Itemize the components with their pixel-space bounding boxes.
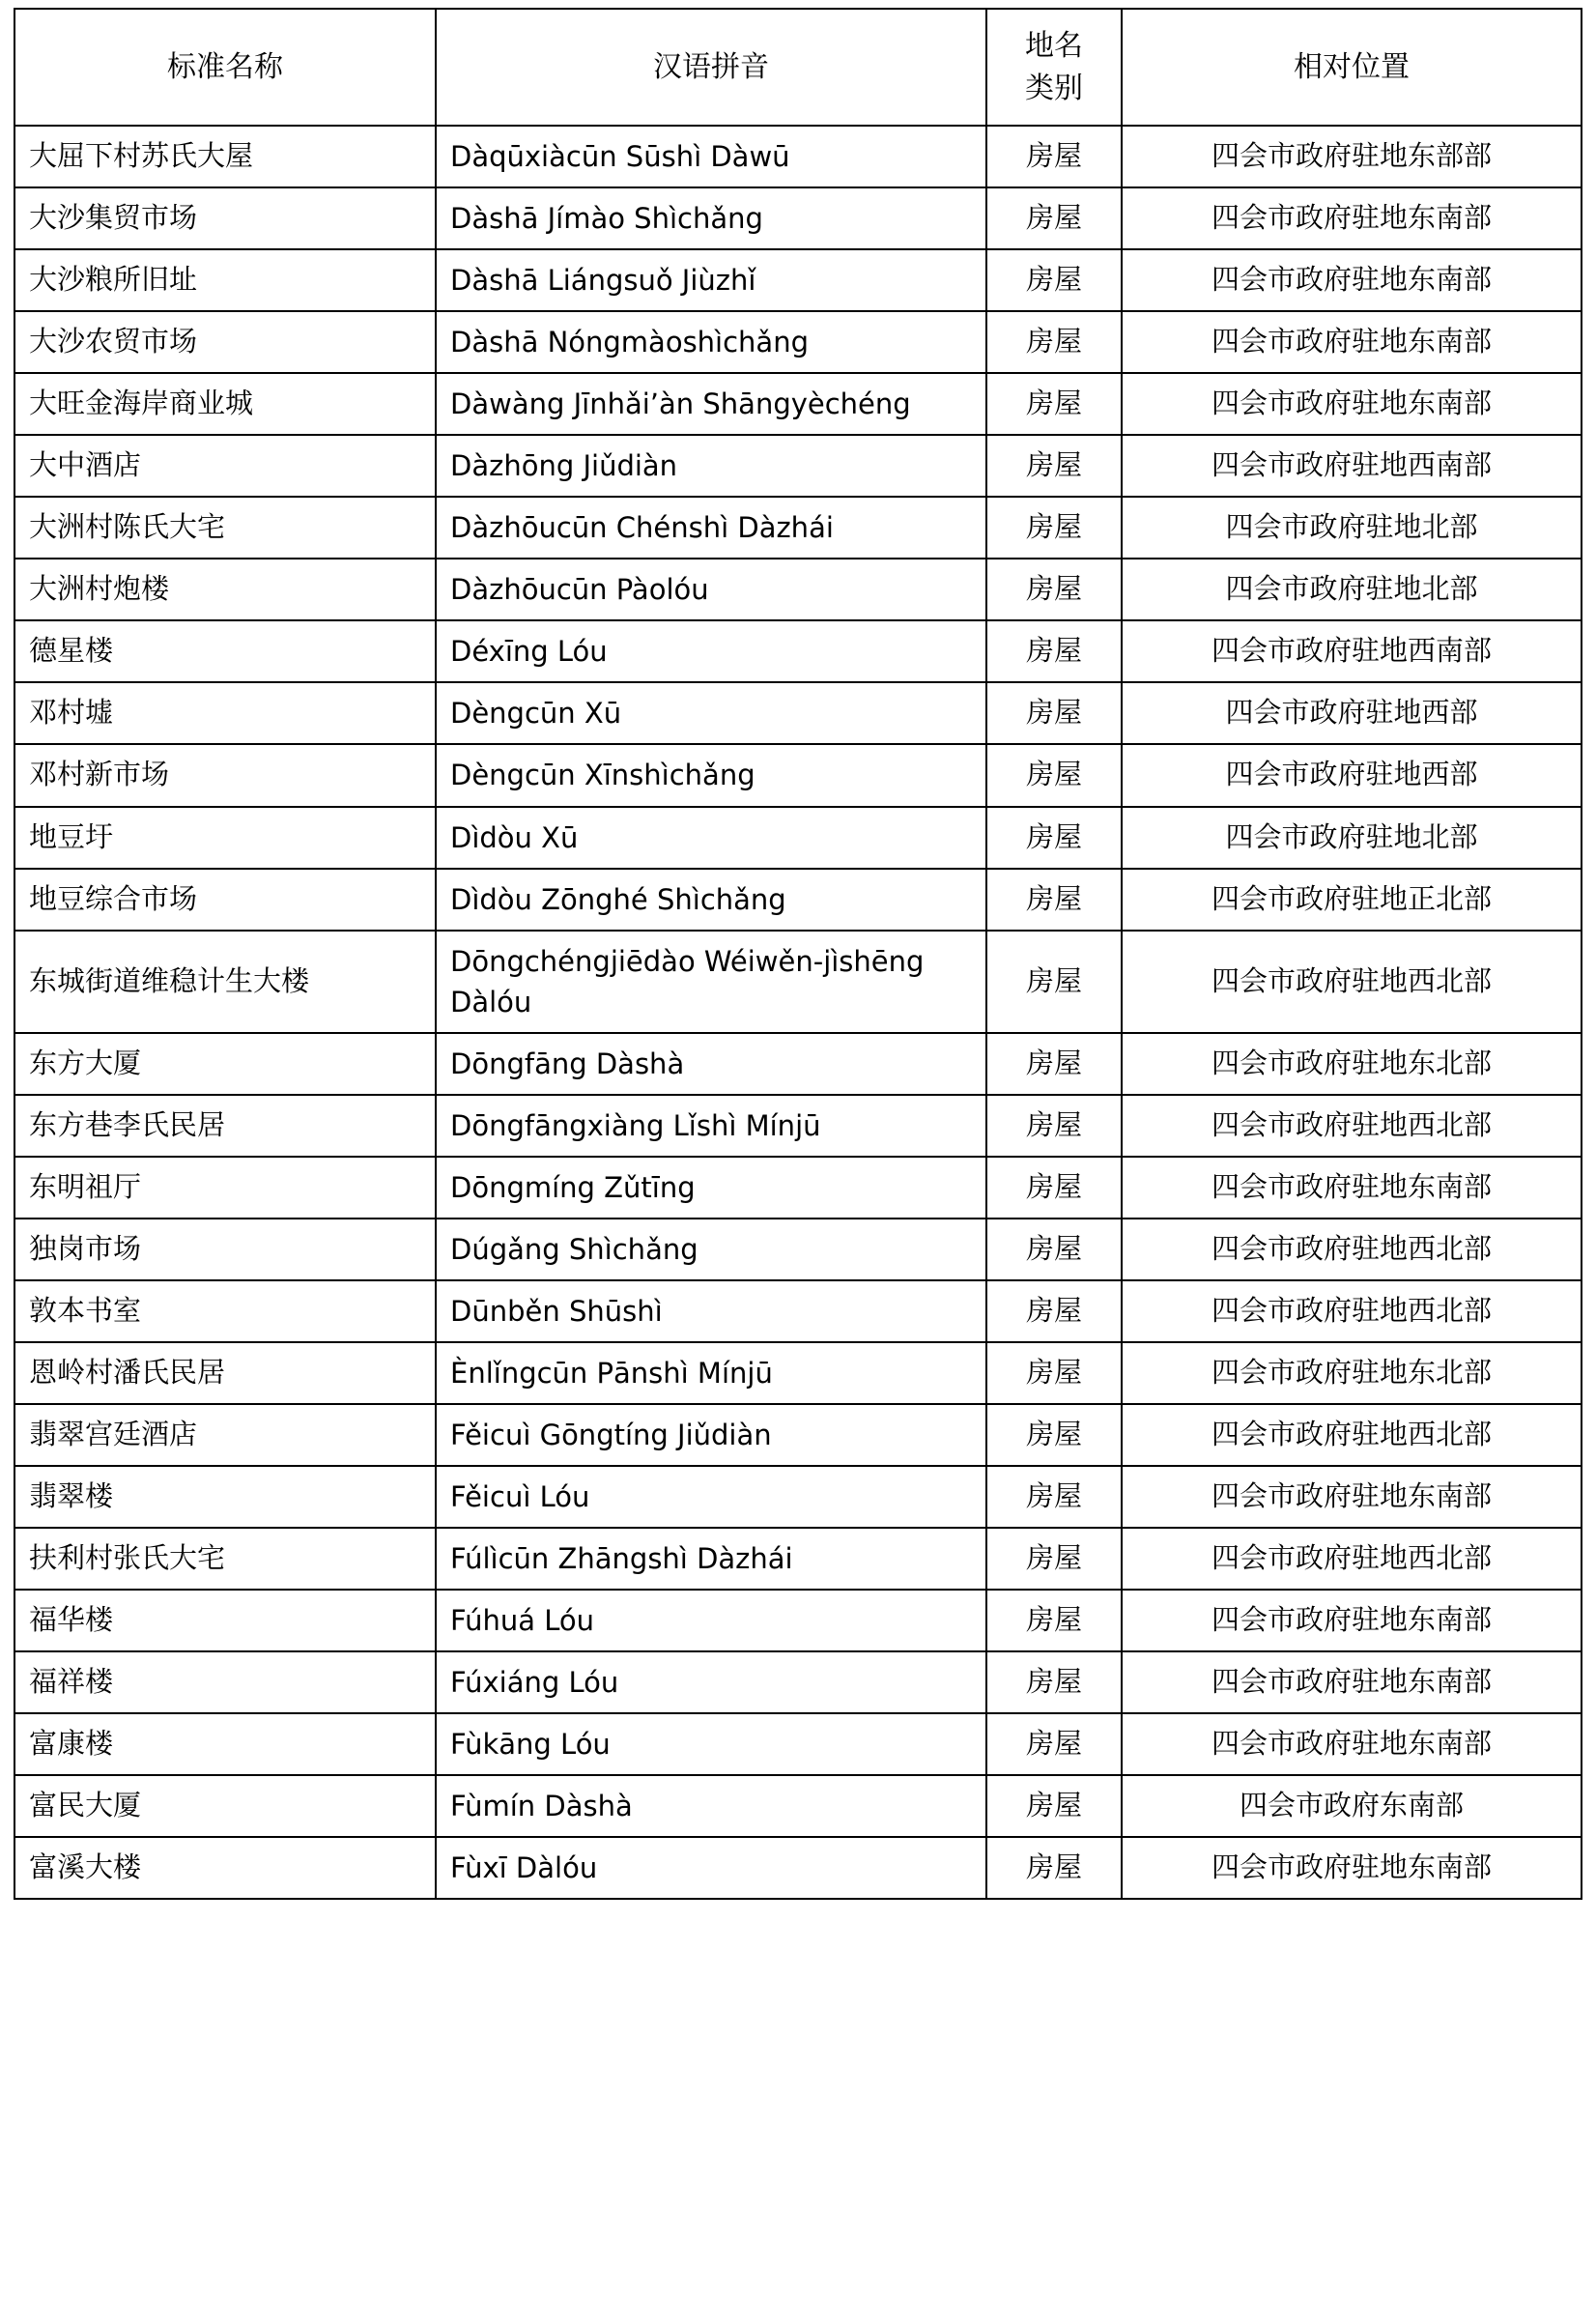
cell-pinyin: Dìdòu Zōnghé Shìchǎng (436, 869, 986, 931)
cell-standard-name: 大洲村陈氏大宅 (14, 497, 436, 559)
column-header-place-type-line1: 地名 (1025, 30, 1083, 62)
cell-place-type: 房屋 (986, 1219, 1122, 1280)
cell-relative-location: 四会市政府驻地西北部 (1122, 1528, 1582, 1590)
cell-standard-name: 福华楼 (14, 1590, 436, 1651)
cell-pinyin: Dàshā Liángsuǒ Jiùzhǐ (436, 249, 986, 311)
cell-relative-location: 四会市政府驻地东北部 (1122, 1342, 1582, 1404)
cell-relative-location: 四会市政府驻地西南部 (1122, 435, 1582, 497)
cell-standard-name: 翡翠楼 (14, 1466, 436, 1528)
cell-standard-name: 大沙农贸市场 (14, 311, 436, 373)
cell-place-type: 房屋 (986, 187, 1122, 249)
table-row (14, 1033, 1582, 1095)
cell-pinyin: Dàzhōucūn Chénshì Dàzhái (436, 497, 986, 559)
cell-pinyin: Fěicuì Gōngtíng Jiǔdiàn (436, 1404, 986, 1466)
table-row (14, 807, 1582, 869)
cell-standard-name: 大中酒店 (14, 435, 436, 497)
cell-relative-location: 四会市政府驻地东南部 (1122, 1590, 1582, 1651)
table-row (14, 187, 1582, 249)
table-row (14, 1280, 1582, 1342)
cell-relative-location: 四会市政府驻地北部 (1122, 497, 1582, 559)
cell-place-type: 房屋 (986, 497, 1122, 559)
table-row (14, 373, 1582, 435)
cell-place-type: 房屋 (986, 1033, 1122, 1095)
table-row (14, 311, 1582, 373)
cell-standard-name: 地豆综合市场 (14, 869, 436, 931)
cell-standard-name: 大洲村炮楼 (14, 559, 436, 620)
cell-place-type: 房屋 (986, 559, 1122, 620)
cell-relative-location: 四会市政府驻地东南部 (1122, 249, 1582, 311)
cell-place-type: 房屋 (986, 1466, 1122, 1528)
cell-relative-location: 四会市政府驻地东部部 (1122, 126, 1582, 187)
table-row (14, 1219, 1582, 1280)
cell-standard-name: 敦本书室 (14, 1280, 436, 1342)
cell-pinyin: Fùkāng Lóu (436, 1713, 986, 1775)
table-row (14, 1157, 1582, 1219)
cell-relative-location: 四会市政府驻地东南部 (1122, 187, 1582, 249)
cell-place-type: 房屋 (986, 249, 1122, 311)
table-row (14, 497, 1582, 559)
cell-place-type: 房屋 (986, 1837, 1122, 1899)
cell-pinyin: Fúlìcūn Zhāngshì Dàzhái (436, 1528, 986, 1590)
cell-relative-location: 四会市政府驻地西北部 (1122, 1219, 1582, 1280)
cell-place-type: 房屋 (986, 744, 1122, 806)
table-row (14, 559, 1582, 620)
cell-relative-location: 四会市政府驻地西北部 (1122, 1404, 1582, 1466)
cell-standard-name: 地豆圩 (14, 807, 436, 869)
cell-place-type: 房屋 (986, 126, 1122, 187)
cell-relative-location: 四会市政府驻地西部 (1122, 682, 1582, 744)
cell-relative-location: 四会市政府驻地北部 (1122, 807, 1582, 869)
cell-pinyin: Fúhuá Lóu (436, 1590, 986, 1651)
cell-standard-name: 福祥楼 (14, 1651, 436, 1713)
cell-pinyin: Dàzhōucūn Pàolóu (436, 559, 986, 620)
cell-standard-name: 翡翠宫廷酒店 (14, 1404, 436, 1466)
table-row (14, 435, 1582, 497)
place-name-table (14, 8, 1582, 1900)
cell-pinyin: Ènlǐngcūn Pānshì Mínjū (436, 1342, 986, 1404)
cell-place-type: 房屋 (986, 1095, 1122, 1157)
cell-relative-location: 四会市政府驻地西北部 (1122, 1095, 1582, 1157)
column-header-place-type (986, 9, 1122, 126)
cell-relative-location: 四会市政府驻地西部 (1122, 744, 1582, 806)
column-header-place-type-line2: 类别 (1025, 72, 1083, 104)
cell-pinyin: Dúgǎng Shìchǎng (436, 1219, 986, 1280)
cell-relative-location: 四会市政府驻地东南部 (1122, 1837, 1582, 1899)
cell-relative-location: 四会市政府驻地东南部 (1122, 1651, 1582, 1713)
cell-relative-location: 四会市政府驻地北部 (1122, 559, 1582, 620)
cell-pinyin: Dàshā Jímào Shìchǎng (436, 187, 986, 249)
cell-standard-name: 德星楼 (14, 620, 436, 682)
table-row (14, 126, 1582, 187)
cell-standard-name: 东城街道维稳计生大楼 (14, 931, 436, 1033)
cell-pinyin: Dōngmíng Zǔtīng (436, 1157, 986, 1219)
cell-place-type: 房屋 (986, 311, 1122, 373)
cell-pinyin: Dàzhōng Jiǔdiàn (436, 435, 986, 497)
table-header (14, 9, 1582, 126)
column-header-relative-location: 相对位置 (1122, 9, 1582, 126)
cell-standard-name: 大沙集贸市场 (14, 187, 436, 249)
cell-relative-location: 四会市政府驻地东南部 (1122, 1713, 1582, 1775)
column-header-standard-name: 标准名称 (14, 9, 436, 126)
cell-place-type: 房屋 (986, 1651, 1122, 1713)
cell-place-type: 房屋 (986, 435, 1122, 497)
table-row (14, 931, 1582, 1033)
cell-place-type: 房屋 (986, 682, 1122, 744)
cell-relative-location: 四会市政府驻地东北部 (1122, 1033, 1582, 1095)
cell-place-type: 房屋 (986, 1342, 1122, 1404)
cell-standard-name: 独岗市场 (14, 1219, 436, 1280)
table-row (14, 1775, 1582, 1837)
cell-relative-location: 四会市政府驻地西南部 (1122, 620, 1582, 682)
table-row (14, 1713, 1582, 1775)
cell-relative-location: 四会市政府驻地西北部 (1122, 931, 1582, 1033)
cell-relative-location: 四会市政府驻地东南部 (1122, 311, 1582, 373)
cell-place-type: 房屋 (986, 620, 1122, 682)
cell-pinyin: Dōngfāng Dàshà (436, 1033, 986, 1095)
cell-standard-name: 富溪大楼 (14, 1837, 436, 1899)
cell-relative-location: 四会市政府驻地东南部 (1122, 373, 1582, 435)
cell-pinyin: Dōngchéngjiēdào Wéiwěn-jìshēng Dàlóu (436, 931, 986, 1033)
cell-place-type: 房屋 (986, 1157, 1122, 1219)
cell-standard-name: 邓村墟 (14, 682, 436, 744)
cell-standard-name: 东明祖厅 (14, 1157, 436, 1219)
table-row (14, 1528, 1582, 1590)
cell-pinyin: Dàshā Nóngmàoshìchǎng (436, 311, 986, 373)
cell-place-type: 房屋 (986, 1713, 1122, 1775)
cell-pinyin: Dàqūxiàcūn Sūshì Dàwū (436, 126, 986, 187)
table-row (14, 1095, 1582, 1157)
cell-pinyin: Dèngcūn Xīnshìchǎng (436, 744, 986, 806)
cell-place-type: 房屋 (986, 869, 1122, 931)
table-row (14, 1404, 1582, 1466)
cell-standard-name: 邓村新市场 (14, 744, 436, 806)
table-row (14, 1651, 1582, 1713)
cell-pinyin: Fùxī Dàlóu (436, 1837, 986, 1899)
cell-pinyin: Dūnběn Shūshì (436, 1280, 986, 1342)
cell-pinyin: Fùmín Dàshà (436, 1775, 986, 1837)
cell-relative-location: 四会市政府驻地东南部 (1122, 1466, 1582, 1528)
cell-relative-location: 四会市政府驻地正北部 (1122, 869, 1582, 931)
cell-pinyin: Fúxiáng Lóu (436, 1651, 986, 1713)
table-row (14, 1342, 1582, 1404)
table-row (14, 1837, 1582, 1899)
column-header-pinyin: 汉语拼音 (436, 9, 986, 126)
cell-standard-name: 大屈下村苏氏大屋 (14, 126, 436, 187)
table-body (14, 126, 1582, 1899)
table-row (14, 1466, 1582, 1528)
cell-relative-location: 四会市政府驻地西北部 (1122, 1280, 1582, 1342)
cell-standard-name: 恩岭村潘氏民居 (14, 1342, 436, 1404)
cell-pinyin: Déxīng Lóu (436, 620, 986, 682)
cell-standard-name: 富康楼 (14, 1713, 436, 1775)
cell-place-type: 房屋 (986, 1404, 1122, 1466)
cell-pinyin: Dìdòu Xū (436, 807, 986, 869)
cell-place-type: 房屋 (986, 1775, 1122, 1837)
cell-place-type: 房屋 (986, 1590, 1122, 1651)
cell-standard-name: 东方大厦 (14, 1033, 436, 1095)
cell-relative-location: 四会市政府驻地东南部 (1122, 1157, 1582, 1219)
cell-place-type: 房屋 (986, 1528, 1122, 1590)
table-row (14, 1590, 1582, 1651)
cell-pinyin: Dèngcūn Xū (436, 682, 986, 744)
cell-pinyin: Dōngfāngxiàng Lǐshì Mínjū (436, 1095, 986, 1157)
cell-place-type: 房屋 (986, 1280, 1122, 1342)
cell-place-type: 房屋 (986, 373, 1122, 435)
cell-relative-location: 四会市政府东南部 (1122, 1775, 1582, 1837)
cell-standard-name: 大旺金海岸商业城 (14, 373, 436, 435)
cell-standard-name: 东方巷李氏民居 (14, 1095, 436, 1157)
cell-pinyin: Dàwàng Jīnhǎi’àn Shāngyèchéng (436, 373, 986, 435)
cell-place-type: 房屋 (986, 807, 1122, 869)
cell-place-type: 房屋 (986, 931, 1122, 1033)
table-row (14, 249, 1582, 311)
cell-standard-name: 大沙粮所旧址 (14, 249, 436, 311)
table-row (14, 744, 1582, 806)
cell-standard-name: 扶利村张氏大宅 (14, 1528, 436, 1590)
table-row (14, 620, 1582, 682)
header-row (14, 9, 1582, 126)
table-row (14, 682, 1582, 744)
cell-pinyin: Fěicuì Lóu (436, 1466, 986, 1528)
table-row (14, 869, 1582, 931)
cell-standard-name: 富民大厦 (14, 1775, 436, 1837)
